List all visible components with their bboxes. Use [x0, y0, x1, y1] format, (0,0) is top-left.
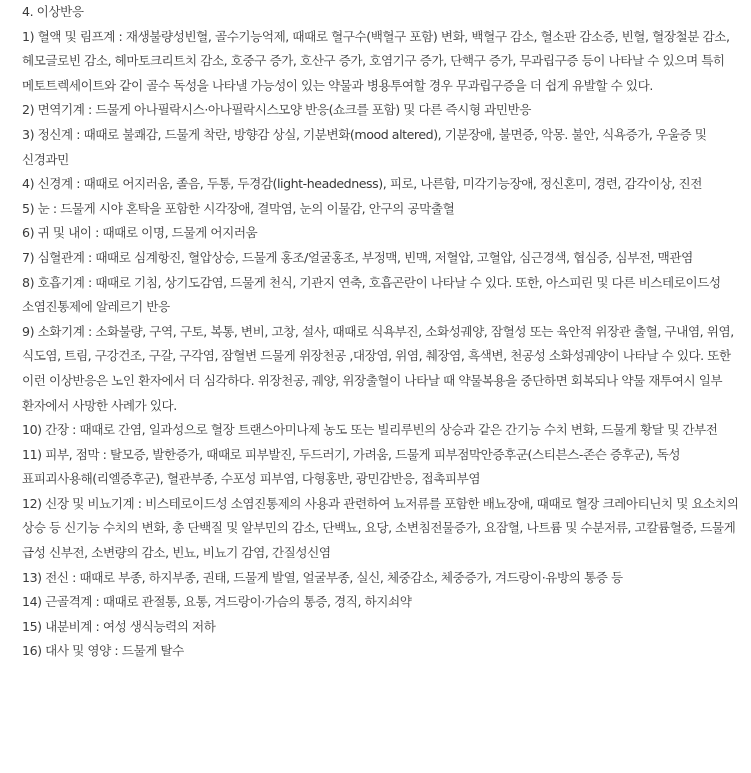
adverse-reaction-item: 8) 호흡기계 : 때때로 기침, 상기도감염, 드물게 천식, 기관지 연축, 호흡곤란이 나타날 수 있다. 또한, 아스피린 및 다른 비스테로이드성 소염진통제에 알레르기 반응 — [22, 274, 721, 315]
adverse-reaction-item: 13) 전신 : 때때로 부종, 하지부종, 권태, 드물게 발열, 얼굴부종, 실신, 체중감소, 체중증가, 겨드랑이·유방의 통증 등 — [22, 569, 623, 585]
adverse-reaction-item: 9) 소화기계 : 소화불량, 구역, 구토, 복통, 변비, 고창, 설사, 때때로 식욕부진, 소화성궤양, 잠혈성 또는 육안적 위장관 출혈, 구내염, 위염, 식도염, 트림, 구강건조, 구갈, 구각염, 잠혈변 드물게 위장천공 ,대장염, 위염, 췌장염, 흑색변, 천공성 소화성궤양이 나타날 수 있다. 또한 이런 이상반응은 노인 환자에서 더 심각하다. 위장천공, 궤양, 위장출혈이 나타날 때 약물복용을 중단하면 회복되나 약물 재투여시 일부 환자에서 사망한 사례가 있다. — [22, 323, 734, 413]
adverse-reaction-item: 4) 신경계 : 때때로 어지러움, 졸음, 두통, 두경감(light-headedness), 피로, 나른함, 미각기능장애, 정신혼미, 경련, 감각이상, 진전 — [22, 176, 702, 192]
adverse-reaction-item: 12) 신장 및 비뇨기계 : 비스테로이드성 소염진통제의 사용과 관련하여 뇨저류를 포함한 배뇨장애, 때때로 혈장 크레아티닌치 및 요소치의 상승 등 신기능 수치의 변화, 총 단백질 및 알부민의 감소, 단백뇨, 요당, 소변침전물증가, 요잠혈, 나트륨 및 수분저류, 고칼륨혈증, 드물게 급성 신부전, 소변량의 감소, 빈뇨, 비뇨기 감염, 간질성신염 — [22, 495, 739, 561]
adverse-reaction-item: 1) 혈액 및 림프계 : 재생불량성빈혈, 골수기능억제, 때때로 혈구수(백혈구 포함) 변화, 백혈구 감소, 혈소판 감소증, 빈혈, 혈장철분 감소, 헤모글로빈 감소, 헤마토크리트치 감소, 호중구 증가, 호산구 증가, 호염기구 증가, 단핵구 증가, 무과립구증 등이 나타날 수 있으며 특히 메토트렉세이트와 같이 골수 독성을 나타낼 가능성이 있는 약물과 병용투여할 경우 무과립구증을 더 쉽게 유발할 수 있다. — [22, 28, 730, 93]
adverse-reaction-item: 7) 심혈관계 : 때때로 심계항진, 혈압상승, 드물게 홍조/얼굴홍조, 부정맥, 빈맥, 저혈압, 고혈압, 심근경색, 협심증, 심부전, 맥관염 — [22, 249, 693, 265]
adverse-reaction-item: 15) 내분비계 : 여성 생식능력의 저하 — [22, 618, 216, 634]
section-title: 4. 이상반응 — [22, 4, 84, 19]
adverse-reaction-item: 11) 피부, 점막 : 탈모증, 발한증가, 때때로 피부발진, 두드러기, 가려움, 드물게 피부점막안증후군(스티븐스-존슨 증후군), 독성 표피괴사용해(리엘증후군), 혈관부종, 수포성 피부염, 다형홍반, 광민감반응, 접촉피부염 — [22, 446, 681, 487]
adverse-reaction-item: 14) 근골격계 : 때때로 관절통, 요통, 겨드랑이·가슴의 통증, 경직, 하지쇠약 — [22, 594, 412, 610]
adverse-reaction-item: 3) 정신계 : 때때로 불쾌감, 드물게 착란, 방향감 상실, 기분변화(mood altered), 기분장애, 불면증, 악몽. 불안, 식욕증가, 우울증 및 신경과민 — [22, 126, 707, 167]
adverse-reaction-item: 5) 눈 : 드물게 시야 혼탁을 포함한 시각장애, 결막염, 눈의 이물감, 안구의 공막출혈 — [22, 200, 455, 216]
adverse-reaction-item: 2) 면역기계 : 드물게 아나필락시스·아나필락시스모양 반응(쇼크를 포함) 및 다른 즉시형 과민반응 — [22, 102, 532, 118]
adverse-reaction-item: 10) 간장 : 때때로 간염, 일과성으로 혈장 트랜스아미나제 농도 또는 빌리루빈의 상승과 같은 간기능 수치 변화, 드물게 황달 및 간부전 — [22, 422, 718, 438]
adverse-reaction-item: 6) 귀 및 내이 : 때때로 이명, 드물게 어지러움 — [22, 225, 258, 241]
adverse-reaction-item: 16) 대사 및 영양 : 드물게 탈수 — [22, 643, 184, 659]
